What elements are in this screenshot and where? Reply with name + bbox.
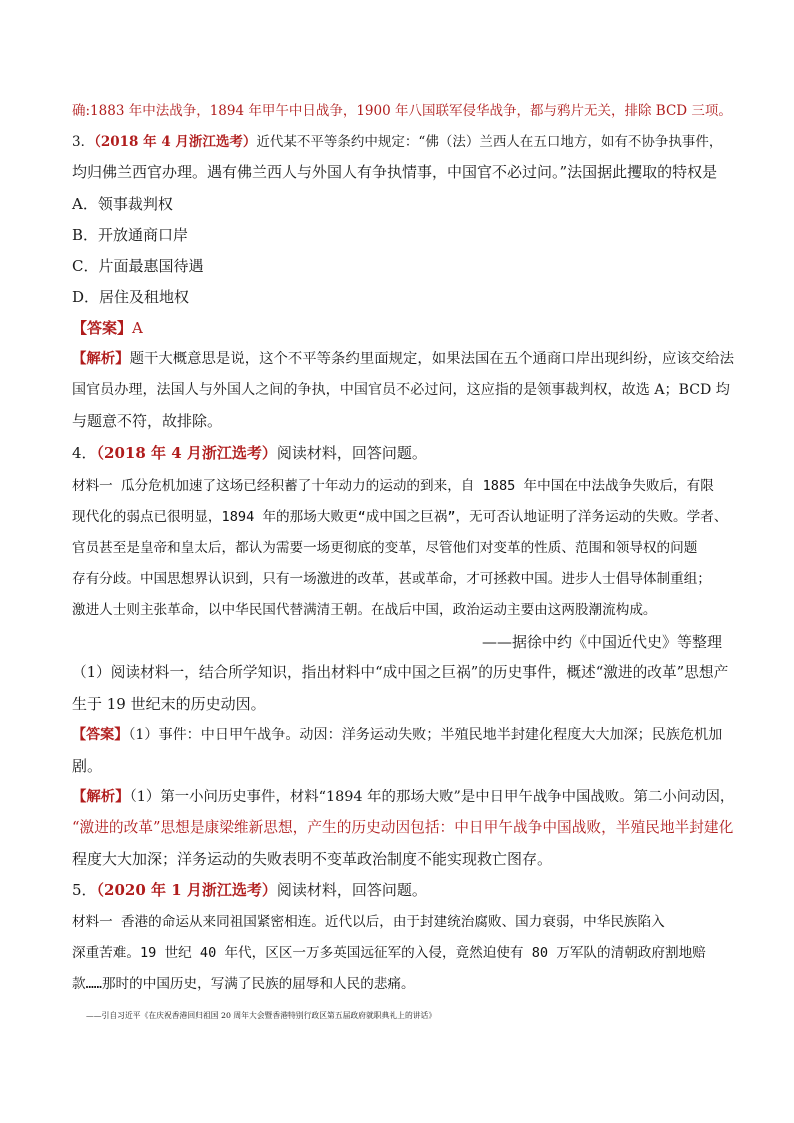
question-source: （2018 年 4 月浙江选考） [94, 134, 257, 150]
analysis-line [72, 348, 734, 370]
answer-tag: 【答案】 [72, 319, 133, 337]
material-source: ——据徐中约《中国近代史》等整理 [481, 633, 722, 651]
question-3-header [72, 131, 722, 153]
material-text: 激进人士则主张革命，以中华民国代替满清王朝。在战后中国，政治运动主要由这两股潮流构成。 [72, 602, 657, 618]
question-4-header [72, 442, 722, 464]
highlight-text: :1883 年中法战争，1894 年甲午中日战争，1900 年八国联军侵华战争，都与鸦片无关，排除 BCD 三项。 [85, 103, 732, 119]
text-line [72, 100, 732, 122]
answer-line [72, 317, 722, 339]
question-number: 5． [72, 881, 97, 899]
question-source: （2020 年 1 月浙江选考） [96, 881, 277, 899]
answer-tag: 【答案】 [72, 727, 129, 743]
answer-line [72, 724, 722, 746]
question-text: 阅读材料，回答问题。 [276, 881, 427, 899]
question-text: 近代某不平等条约中规定：“佛（法）兰西人在五口地方，如有不协争执事件， [256, 134, 723, 150]
analysis-tag: 【解析】 [72, 350, 130, 367]
question-number: 4． [72, 444, 97, 462]
subquestion-text: 生于 19 世纪末的历史动因。 [72, 695, 266, 713]
option-b: B．开放通商口岸 [72, 226, 189, 244]
material-text: 深重苦难。19 世纪 40 年代，区区一万多英国远征军的入侵，竟然迫使有 80 万军队的清朝政府割地赔 [72, 945, 706, 961]
material-text: 材料一 瓜分危机加速了这场已经积蓄了十年动力的运动的到来，自 1885 年中国在中法战争失败后，有限 [72, 478, 714, 494]
analysis-text: 与题意不符，故排除。 [72, 412, 223, 430]
question-5-header [72, 879, 722, 901]
material-text: 官员甚至是皇帝和皇太后，都认为需要一场更彻底的变革，尽管他们对变革的性质、范围和领导权的问题 [72, 540, 698, 556]
answer-text: 剧。 [72, 757, 103, 775]
option-a: A．领事裁判权 [72, 195, 173, 213]
analysis-tag: 【解析】 [72, 788, 130, 805]
answer-value: A [132, 319, 143, 337]
option-d: D．居住及租地权 [72, 288, 190, 306]
analysis-text: 题干大概意思是说，这个不平等条约里面规定，如果法国在五个通商口岸出现纠纷，应该交给法 [129, 351, 734, 367]
analysis-text: （1）第一小问历史事件，材料“1894 年的那场大败”是中日甲午战争中国战败。第二小问动因， [129, 789, 735, 805]
question-source: （2018 年 4 月浙江选考） [96, 444, 277, 462]
question-text: 均归佛兰西官办理。遇有佛兰西人与外国人有争执情事，中国官不必过问。”法国据此攫取的特权是 [72, 163, 718, 181]
analysis-text: 国官员办理，法国人与外国人之间的争执，中国官员不必过问，这应指的是领事裁判权，故选 A；BCD 均 [72, 382, 730, 398]
analysis-line [72, 786, 735, 808]
material-text: 存有分歧。中国思想界认识到，只有一场激进的改革，甚或革命，才可拯救中国。进步人士倡导体制重组； [72, 571, 711, 587]
question-text: 阅读材料，回答问题。 [276, 444, 427, 462]
highlight-text: 确 [72, 103, 86, 119]
material-source: ——引自习近平《在庆祝香港回归祖国 20 周年大会暨香港特别行政区第五届政府就职典礼上的讲话》 [86, 1011, 437, 1020]
material-text: 材料一 香港的命运从来同祖国紧密相连。近代以后，由于封建统治腐败、国力衰弱，中华民族陷入 [72, 914, 665, 930]
material-text: 款……那时的中国历史，写满了民族的屈辱和人民的悲痛。 [72, 976, 415, 992]
option-c: C．片面最惠国待遇 [72, 257, 204, 275]
subquestion-text: （1）阅读材料一，结合所学知识，指出材料中“成中国之巨祸”的历史事件，概述“激进的改革”思想产 [72, 664, 729, 681]
question-number: 3． [72, 134, 95, 150]
analysis-highlight: “激进的改革”思想是康梁维新思想，产生的历史动因包括：中日甲午战争中国战败，半殖民地半封建化 [72, 819, 734, 836]
answer-text: （1）事件：中日甲午战争。动因：洋务运动失败；半殖民地半封建化程度大大加深；民族危机加 [128, 727, 723, 743]
analysis-text: 程度大大加深；洋务运动的失败表明不变革政治制度不能实现救亡图存。 [72, 850, 553, 868]
material-text: 现代化的弱点已很明显，1894 年的那场大败更“成中国之巨祸”，无可否认地证明了洋务运动的失败。学者、 [72, 509, 728, 525]
